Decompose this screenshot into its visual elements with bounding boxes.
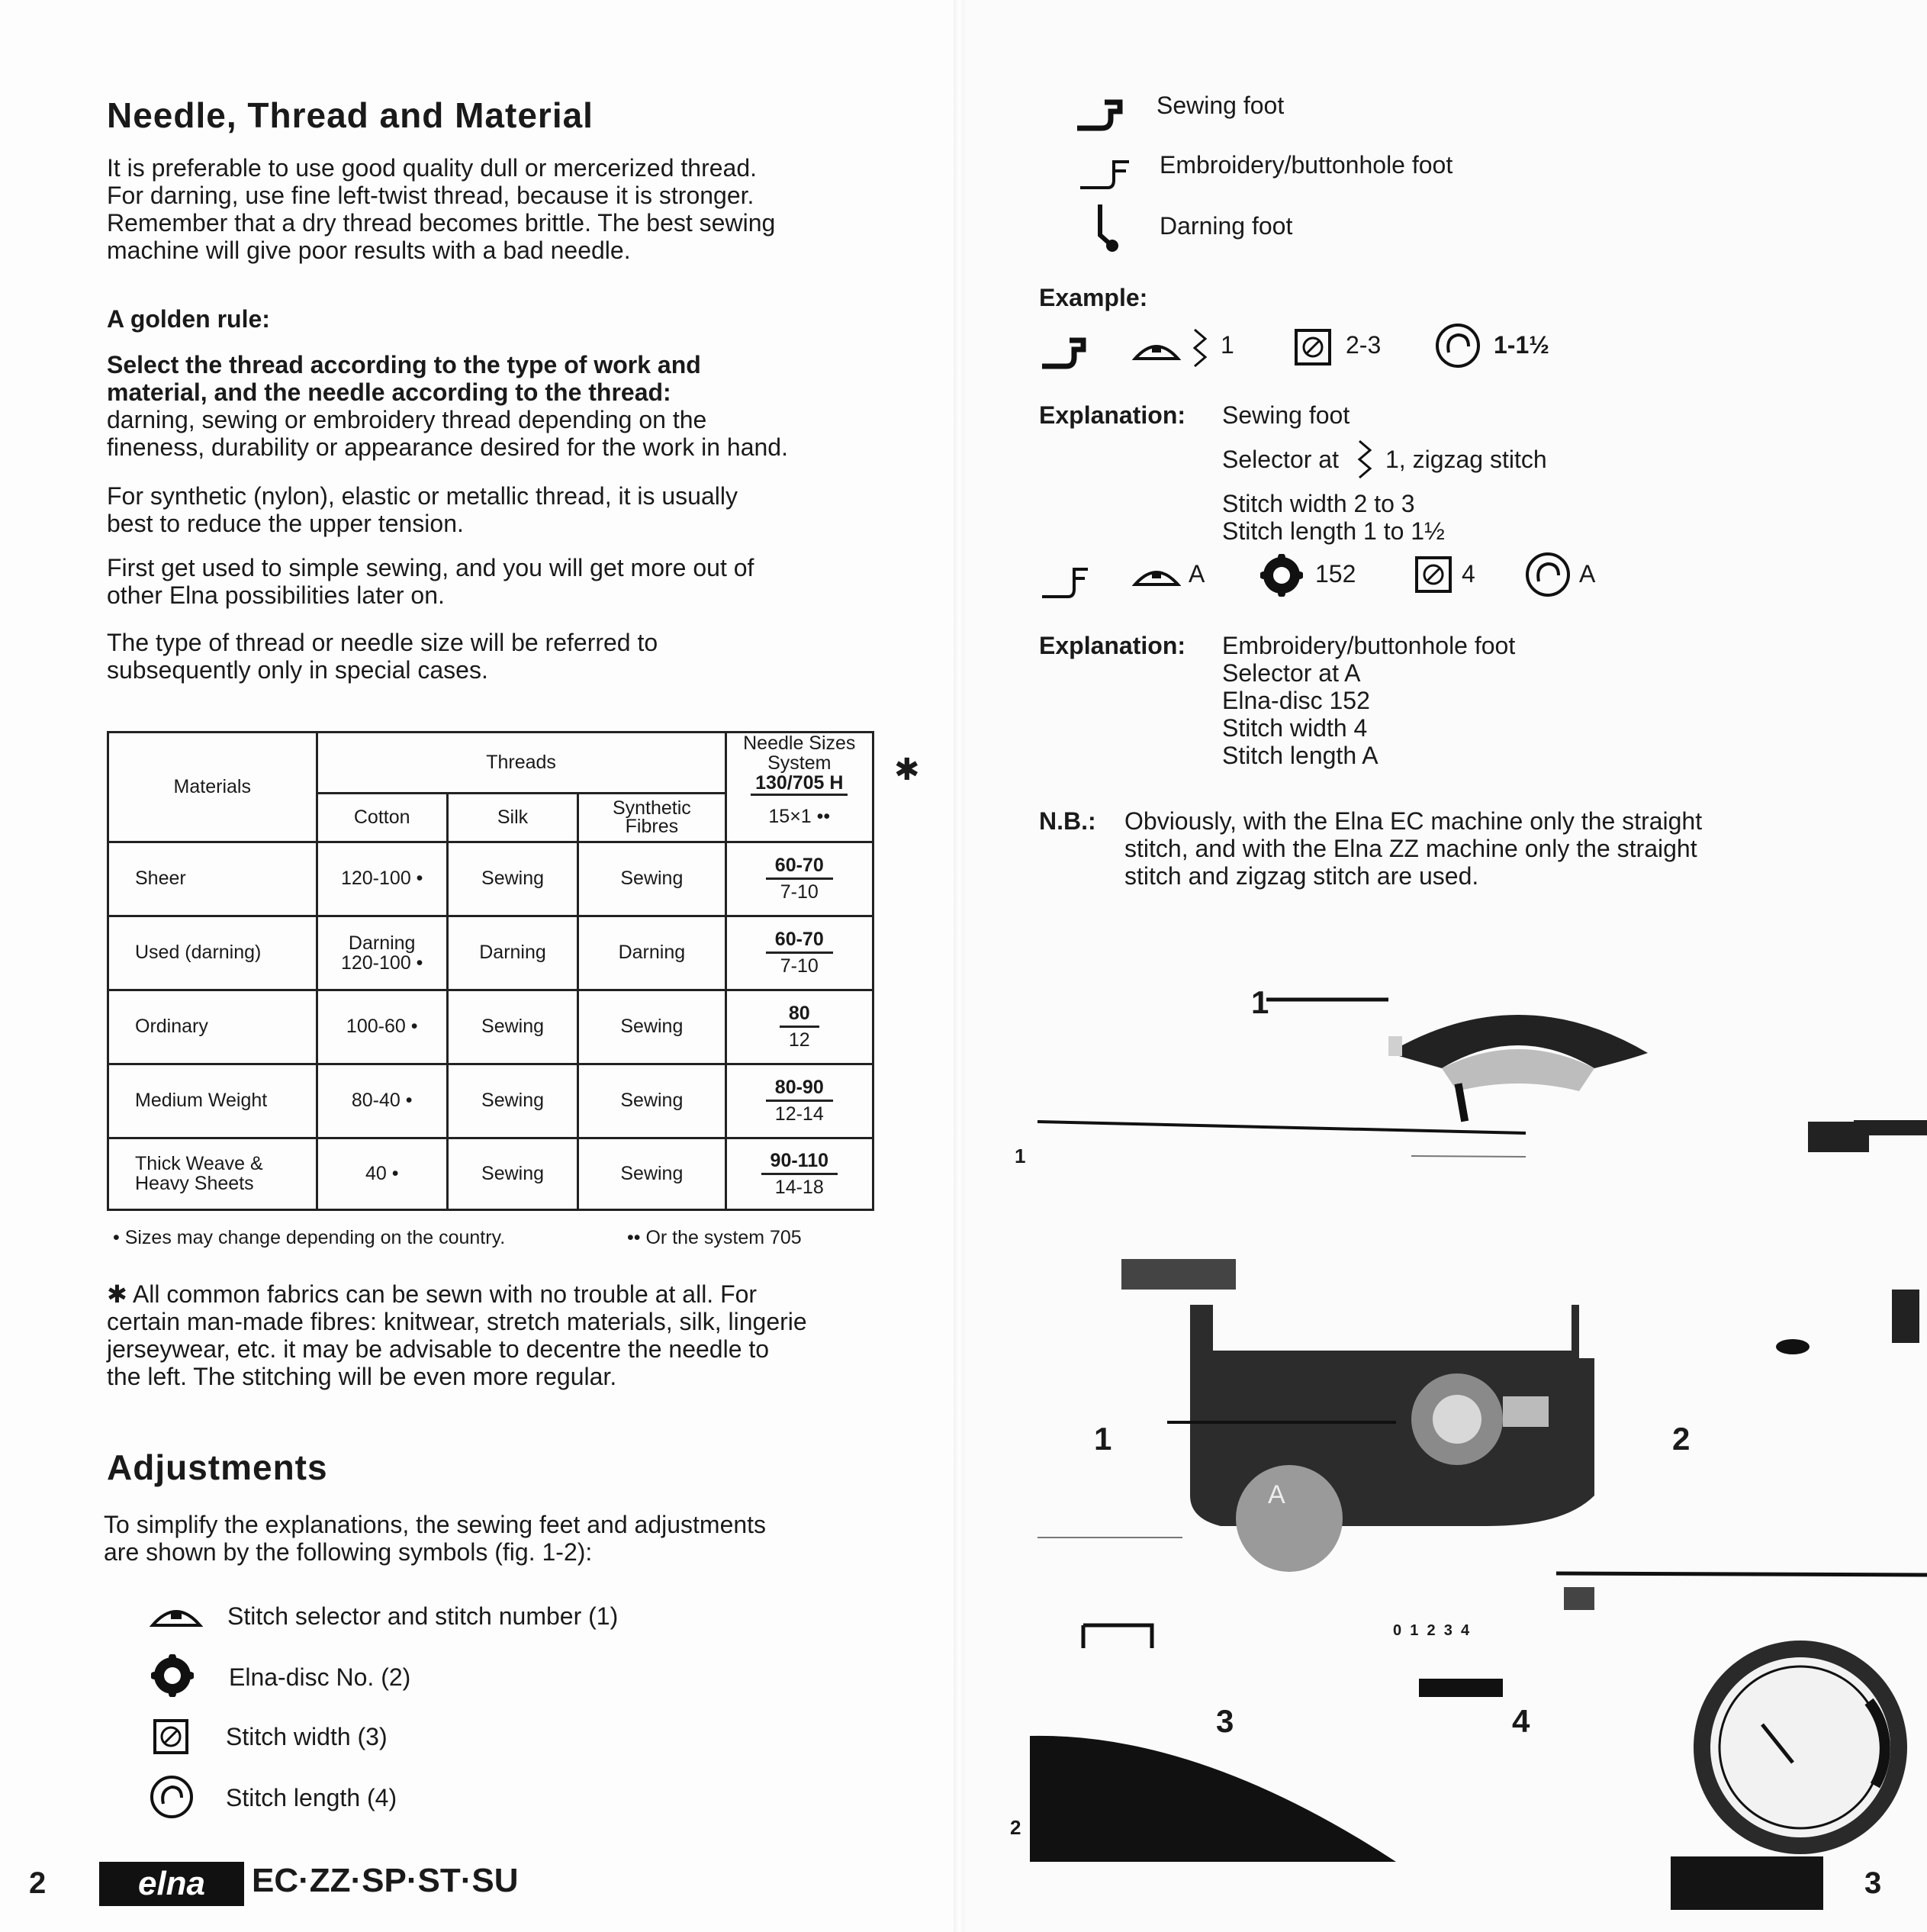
star-note-paragraph bbox=[107, 1280, 807, 1390]
fig2-leader-2 bbox=[1167, 1421, 1396, 1424]
material-cell: Thick Weave & Heavy Sheets bbox=[108, 1138, 317, 1209]
cotton-cell: Darning 120-100 • bbox=[317, 916, 447, 990]
star-note-line: jerseywear, etc. it may be advisable to decentre the needle to bbox=[107, 1335, 770, 1363]
footer-bar bbox=[1671, 1856, 1823, 1910]
needle-header-line: 130/705 H bbox=[751, 772, 848, 796]
sewing-foot-icon bbox=[1074, 95, 1128, 133]
selector-value: A bbox=[1189, 560, 1205, 588]
elna-disc-icon bbox=[151, 1654, 194, 1697]
intro-line: Remember that a dry thread becomes brittle. The best sewing bbox=[107, 209, 776, 237]
needle-size-metric: 60-70 bbox=[766, 853, 833, 880]
embroidery-foot-icon bbox=[1039, 563, 1091, 601]
first-line: other Elna possibilities later on. bbox=[107, 581, 445, 609]
page-number-left: 2 bbox=[29, 1866, 47, 1900]
header-system: 15×1 •• bbox=[725, 793, 873, 842]
synthetic-cell: Sewing bbox=[578, 842, 725, 916]
star-note-line: ✱ All common fabrics can be sewn with no trouble at all. For bbox=[107, 1280, 758, 1308]
explanation-line: Embroidery/buttonhole foot bbox=[1222, 632, 1516, 659]
explanation-label: Explanation: bbox=[1039, 401, 1186, 429]
table-row bbox=[108, 1064, 873, 1138]
footnote-country: • Sizes may change depending on the country. bbox=[113, 1227, 506, 1248]
adjustments-line: are shown by the following symbols (fig. 1-2): bbox=[104, 1538, 593, 1566]
intro-line: For darning, use fine left-twist thread, because it is stronger. bbox=[107, 182, 754, 209]
foot-label: Embroidery/buttonhole foot bbox=[1160, 151, 1453, 179]
needle-size-system: 7-10 bbox=[780, 881, 819, 903]
cotton-cell: 80-40 • bbox=[317, 1064, 447, 1138]
stitch-selector-icon bbox=[1132, 336, 1181, 362]
table-row bbox=[108, 1138, 873, 1209]
figure-2-illustration bbox=[1030, 1236, 1927, 1862]
elna-logo: elna bbox=[99, 1862, 244, 1906]
elna-disc-icon bbox=[1260, 554, 1303, 597]
table-row bbox=[108, 990, 873, 1064]
synthetic-header-line: Fibres bbox=[625, 816, 679, 837]
golden-rule-bold-line: material, and the needle according to the thread: bbox=[107, 378, 671, 406]
synthetic-cell: Sewing bbox=[578, 1064, 725, 1138]
synthetic-cell: Darning bbox=[578, 916, 725, 990]
elna-disc-value: 152 bbox=[1315, 560, 1356, 588]
nb-line: stitch and zigzag stitch are used. bbox=[1124, 862, 1479, 890]
sewing-foot-icon bbox=[1039, 333, 1091, 371]
section-title: Needle, Thread and Material bbox=[107, 95, 594, 135]
needle-size-system: 12 bbox=[788, 1029, 810, 1051]
symbol-label: Stitch selector and stitch number (1) bbox=[227, 1602, 619, 1630]
golden-rule-line: fineness, durability or appearance desired for the work in hand. bbox=[107, 433, 788, 461]
needle-size-metric: 80 bbox=[780, 1001, 819, 1028]
zigzag-icon bbox=[1190, 327, 1210, 369]
needle-header-line: Needle Sizes bbox=[743, 733, 856, 754]
explanation-line: 1, zigzag stitch bbox=[1385, 446, 1547, 473]
selector-value: 1 bbox=[1221, 331, 1234, 359]
synthetic-paragraph bbox=[107, 482, 738, 537]
needle-size-metric: 90-110 bbox=[761, 1148, 838, 1175]
stitch-selector-icon bbox=[150, 1599, 203, 1630]
symbol-label: Stitch width (3) bbox=[226, 1723, 388, 1750]
needle-size-system: 12-14 bbox=[774, 1103, 824, 1125]
explanation-line: Stitch length 1 to 1½ bbox=[1222, 517, 1445, 545]
stitch-length-value: A bbox=[1579, 560, 1596, 588]
page-gutter bbox=[954, 0, 964, 1932]
silk-cell: Sewing bbox=[447, 1064, 577, 1138]
stitch-width-icon bbox=[1414, 555, 1452, 594]
needle-size-system: 14-18 bbox=[774, 1176, 824, 1198]
fig2-callout-1: 1 bbox=[1094, 1421, 1112, 1457]
material-cell: Medium Weight bbox=[108, 1064, 317, 1138]
nb-line: Obviously, with the Elna EC machine only the straight bbox=[1124, 807, 1703, 835]
stitch-length-value: 1-1½ bbox=[1494, 331, 1549, 359]
materials-table bbox=[107, 731, 874, 1211]
nb-label: N.B.: bbox=[1039, 807, 1096, 835]
needle-cell bbox=[725, 990, 873, 1064]
figure-1-illustration bbox=[1030, 946, 1927, 1175]
adjustments-line: To simplify the explanations, the sewing feet and adjustments bbox=[104, 1511, 767, 1538]
zigzag-icon bbox=[1355, 438, 1375, 481]
material-cell: Ordinary bbox=[108, 990, 317, 1064]
stitch-length-icon bbox=[1434, 322, 1481, 369]
synthetic-line: For synthetic (nylon), elastic or metallic thread, it is usually bbox=[107, 482, 738, 510]
adjustments-paragraph bbox=[104, 1511, 766, 1566]
needle-size-system: 7-10 bbox=[780, 955, 819, 977]
intro-line: machine will give poor results with a bad needle. bbox=[107, 237, 631, 264]
stitch-width-scale: 0 1 2 3 4 bbox=[1393, 1622, 1470, 1639]
asterisk-mark: ✱ bbox=[894, 753, 920, 787]
explanation-line: Elna-disc 152 bbox=[1222, 687, 1370, 714]
material-cell: Used (darning) bbox=[108, 916, 317, 990]
synthetic-line: best to reduce the upper tension. bbox=[107, 510, 464, 537]
stitch-selector-icon bbox=[1132, 562, 1181, 588]
page-number-right: 3 bbox=[1864, 1866, 1882, 1900]
needle-cell bbox=[725, 916, 873, 990]
star-note-line: the left. The stitching will be even more regular. bbox=[107, 1363, 617, 1390]
figure-1-label: 1 bbox=[1015, 1145, 1026, 1167]
stitch-length-icon bbox=[1524, 551, 1572, 598]
explanation-block bbox=[1222, 632, 1515, 769]
explanation-line: Stitch width 4 bbox=[1222, 714, 1368, 742]
header-needle-sizes bbox=[725, 733, 873, 794]
star-note-line: certain man-made fibres: knitwear, stretch materials, silk, lingerie bbox=[107, 1308, 807, 1335]
example-heading: Example: bbox=[1039, 284, 1148, 311]
synthetic-header-line: Synthetic bbox=[612, 797, 691, 819]
needle-cell bbox=[725, 1064, 873, 1138]
stitch-width-icon bbox=[153, 1718, 189, 1755]
silk-cell: Sewing bbox=[447, 990, 577, 1064]
fig2-callout-3: 3 bbox=[1216, 1703, 1234, 1739]
model-list: EC·ZZ·SP·ST·SU bbox=[252, 1862, 519, 1899]
needle-size-metric: 80-90 bbox=[766, 1075, 833, 1102]
explanation-line: Selector at A bbox=[1222, 659, 1361, 687]
intro-paragraph bbox=[107, 154, 775, 264]
explanation-line: Sewing foot bbox=[1222, 401, 1350, 429]
explanation-line: Selector at bbox=[1222, 446, 1339, 473]
thread-type-paragraph bbox=[107, 629, 658, 684]
header-silk: Silk bbox=[447, 793, 577, 842]
golden-rule-paragraph bbox=[107, 351, 788, 461]
stitch-width-value: 2-3 bbox=[1346, 331, 1382, 359]
nb-line: stitch, and with the Elna ZZ machine only the straight bbox=[1124, 835, 1697, 862]
fig1-callout-1: 1 bbox=[1251, 984, 1269, 1020]
nb-paragraph bbox=[1124, 807, 1702, 890]
needle-size-metric: 60-70 bbox=[766, 927, 833, 954]
table-row bbox=[108, 916, 873, 990]
needle-cell bbox=[725, 842, 873, 916]
header-materials: Materials bbox=[108, 733, 317, 842]
needle-header-line: System bbox=[767, 752, 832, 774]
thread-type-line: The type of thread or needle size will be referred to bbox=[107, 629, 658, 656]
stitch-length-icon bbox=[150, 1775, 194, 1819]
first-line: First get used to simple sewing, and you will get more out of bbox=[107, 554, 754, 581]
explanation-line: Stitch width 2 to 3 bbox=[1222, 490, 1415, 517]
table-row bbox=[108, 842, 873, 916]
dial-letter: A bbox=[1268, 1480, 1285, 1509]
first-paragraph bbox=[107, 554, 754, 609]
fig2-callout-2: 2 bbox=[1672, 1421, 1691, 1457]
thread-type-line: subsequently only in special cases. bbox=[107, 656, 488, 684]
silk-cell: Sewing bbox=[447, 842, 577, 916]
foot-label: Darning foot bbox=[1160, 212, 1293, 240]
figure-2-label: 2 bbox=[1010, 1816, 1021, 1839]
header-threads: Threads bbox=[317, 733, 725, 794]
foot-label: Sewing foot bbox=[1157, 92, 1285, 119]
golden-rule-heading: A golden rule: bbox=[107, 305, 270, 333]
golden-rule-bold-line: Select the thread according to the type of work and bbox=[107, 351, 701, 378]
symbol-label: Stitch length (4) bbox=[226, 1784, 397, 1811]
symbol-label: Elna-disc No. (2) bbox=[229, 1663, 411, 1691]
darning-foot-icon bbox=[1092, 201, 1126, 255]
synthetic-cell: Sewing bbox=[578, 990, 725, 1064]
cotton-cell: 100-60 • bbox=[317, 990, 447, 1064]
footnote-system: •• Or the system 705 bbox=[627, 1227, 802, 1248]
golden-rule-line: darning, sewing or embroidery thread depending on the bbox=[107, 406, 707, 433]
header-cotton: Cotton bbox=[317, 793, 447, 842]
stitch-width-icon bbox=[1294, 328, 1332, 366]
silk-cell: Sewing bbox=[447, 1138, 577, 1209]
cotton-cell: 120-100 • bbox=[317, 842, 447, 916]
adjustments-title: Adjustments bbox=[107, 1447, 328, 1487]
synthetic-cell: Sewing bbox=[578, 1138, 725, 1209]
stitch-width-value: 4 bbox=[1462, 560, 1475, 588]
material-cell: Sheer bbox=[108, 842, 317, 916]
silk-cell: Darning bbox=[447, 916, 577, 990]
fig2-callout-4: 4 bbox=[1512, 1703, 1530, 1739]
needle-cell bbox=[725, 1138, 873, 1209]
explanation-label: Explanation: bbox=[1039, 632, 1186, 659]
embroidery-foot-icon bbox=[1077, 157, 1132, 192]
cotton-cell: 40 • bbox=[317, 1138, 447, 1209]
header-synthetic bbox=[578, 793, 725, 842]
explanation-line: Stitch length A bbox=[1222, 742, 1378, 769]
intro-line: It is preferable to use good quality dull or mercerized thread. bbox=[107, 154, 758, 182]
